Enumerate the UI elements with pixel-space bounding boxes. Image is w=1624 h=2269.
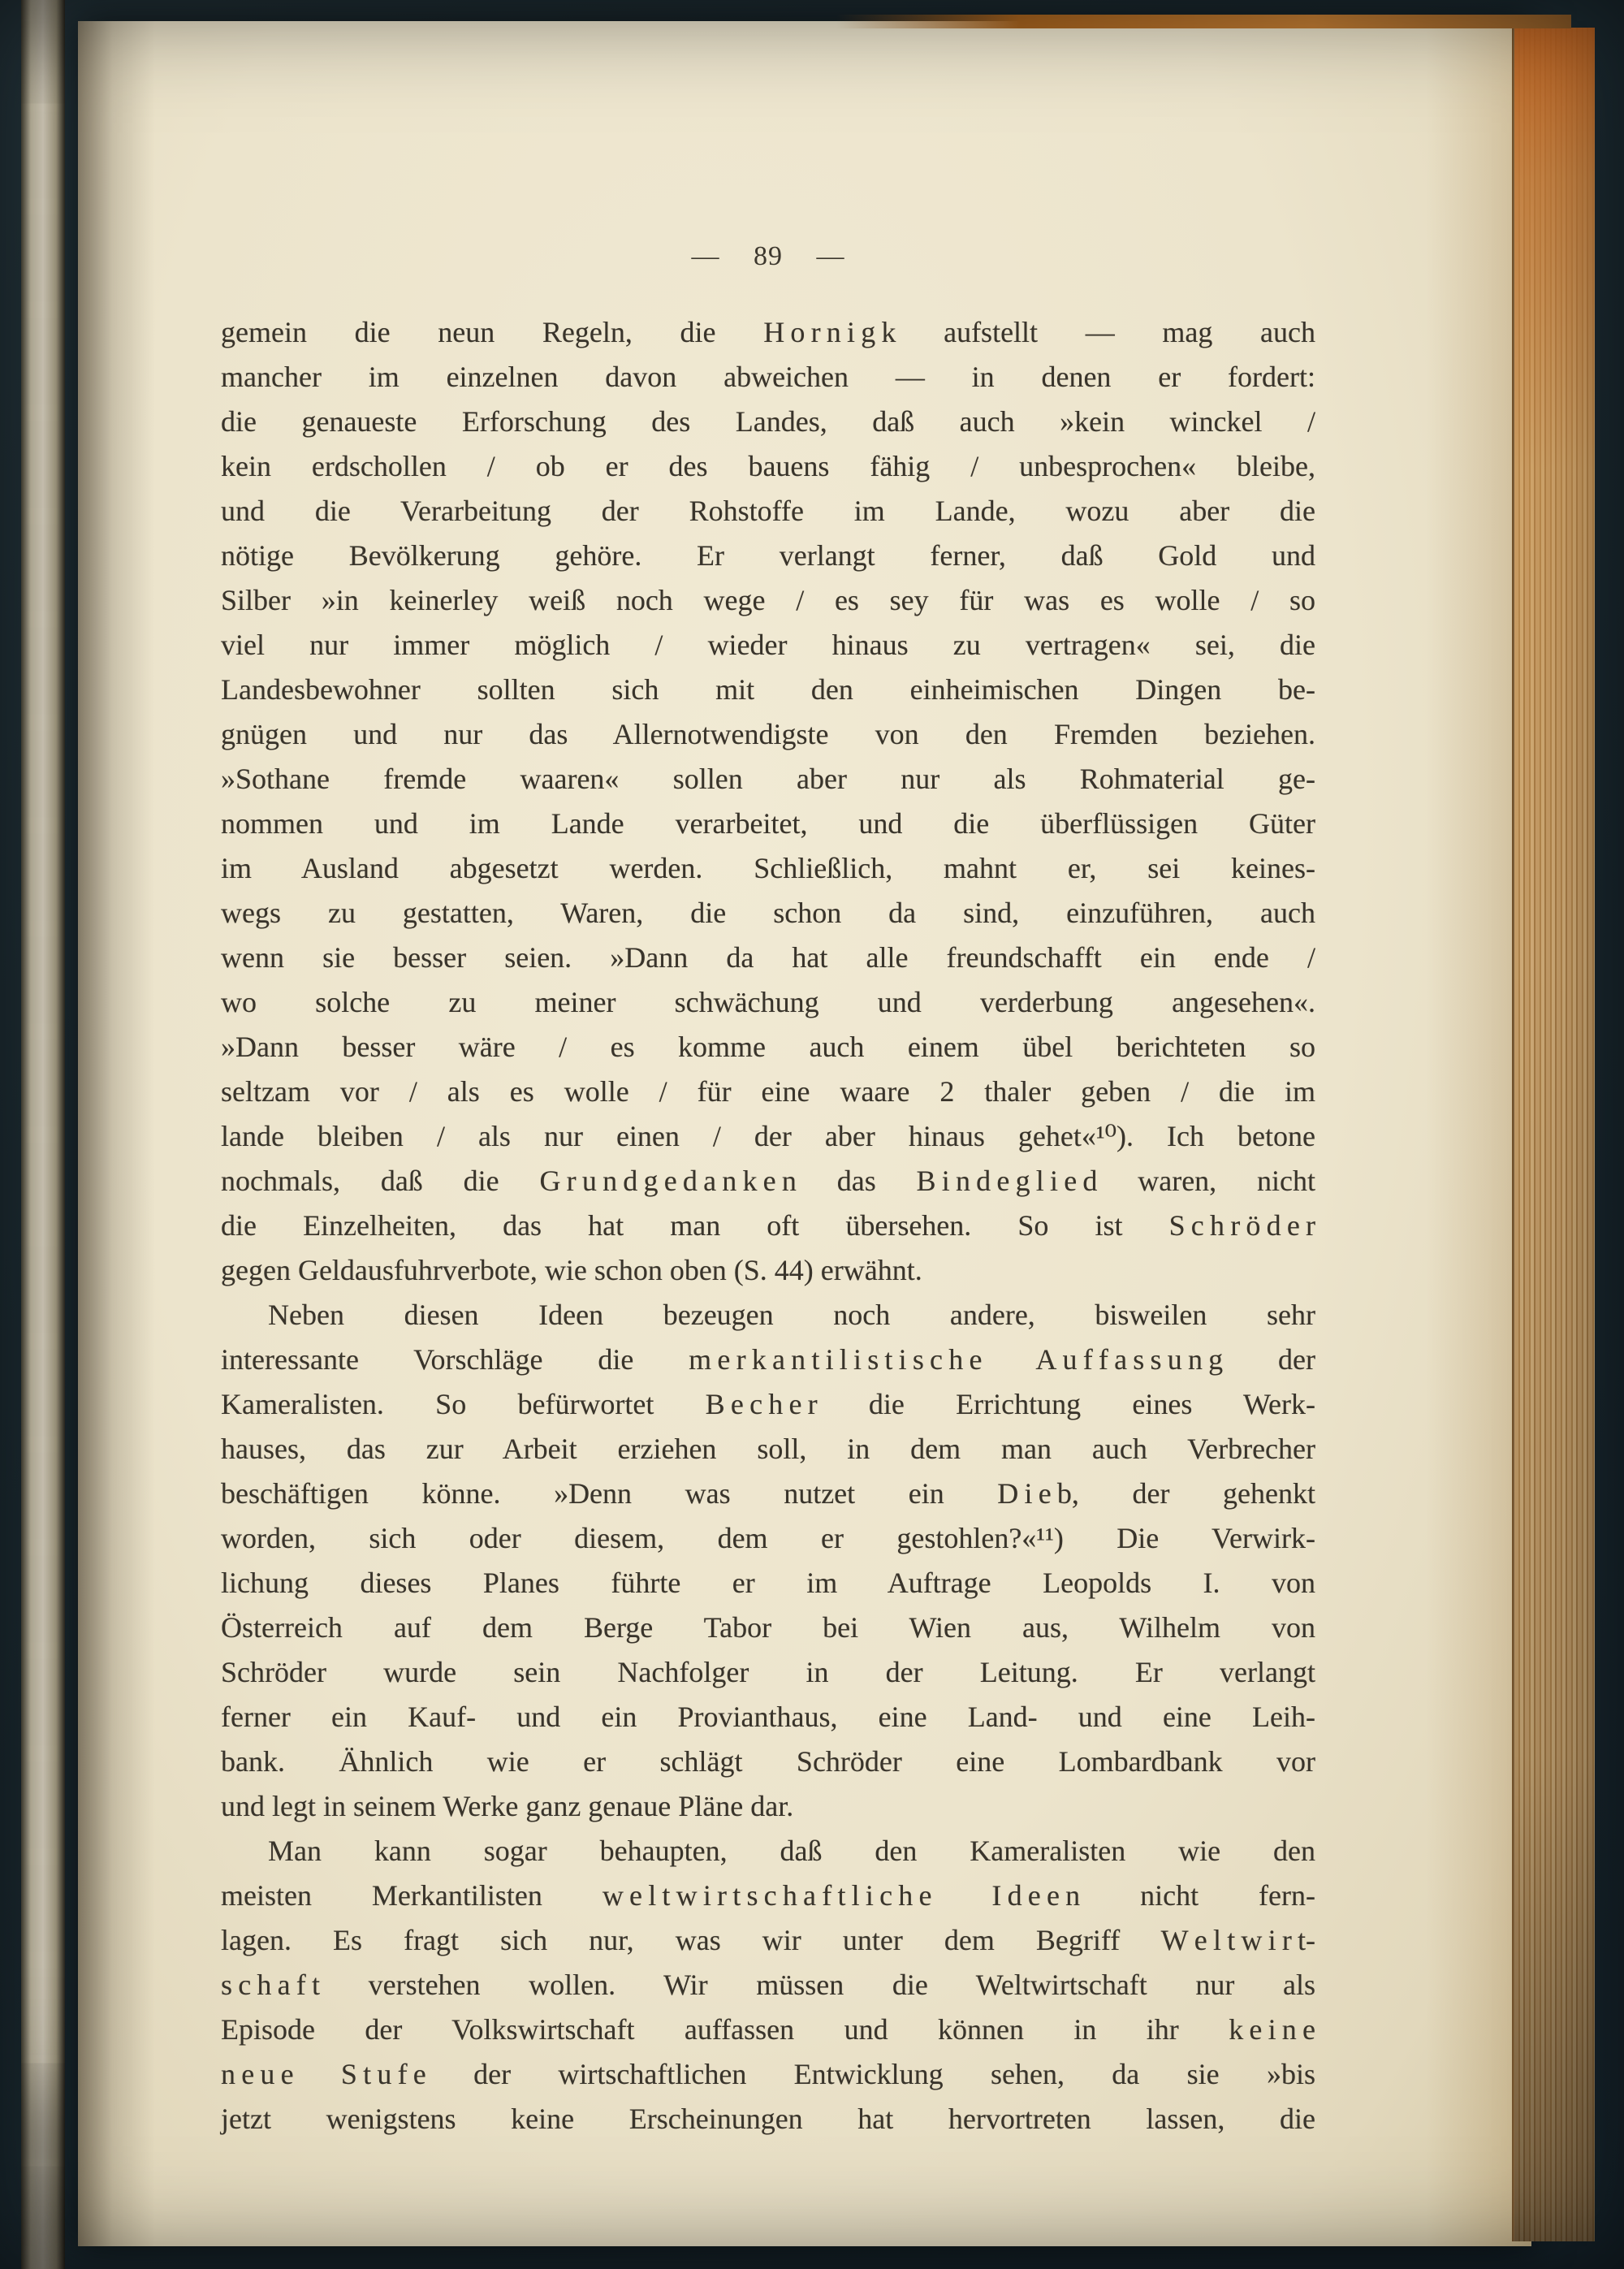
text-line: gnügen und nur das Allernotwendigste von den Fremden beziehen.: [221, 718, 1315, 750]
page-stack-fore-edge: [1512, 28, 1595, 2241]
text-line: im Ausland abgesetzt werden. Schließlich, mahnt er, sei keines-: [221, 852, 1315, 884]
text-line: die Einzelheiten, das hat man oft übersehen. So ist S c h r ö d e r: [221, 1209, 1315, 1242]
text-line: Schröder wurde sein Nachfolger in der Leitung. Er verlangt: [221, 1656, 1315, 1688]
text-line: worden, sich oder diesem, dem er gestohlen?«¹¹) Die Verwirk-: [221, 1522, 1315, 1554]
text-line: ferner ein Kauf- und ein Provianthaus, eine Land- und eine Leih-: [221, 1701, 1315, 1733]
text-line: Man kann sogar behaupten, daß den Kameralisten wie den: [268, 1835, 1315, 1867]
paragraph: [221, 310, 1315, 1293]
text-line: beschäftigen könne. »Denn was nutzet ein D i e b, der gehenkt: [221, 1477, 1315, 1510]
text-line: mancher im einzelnen davon abweichen — in denen er fordert:: [221, 361, 1315, 393]
text-line: lagen. Es fragt sich nur, was wir unter dem Begriff W e l t w i r t-: [221, 1924, 1315, 1956]
text-line: lichung dieses Planes führte er im Auftrage Leopolds I. von: [221, 1567, 1315, 1599]
text-line: und legt in seinem Werke ganz genaue Pläne dar.: [221, 1790, 794, 1822]
text-line: seltzam vor / als es wolle / für eine waare 2 thaler geben / die im: [221, 1075, 1315, 1108]
paragraph: [221, 1829, 1315, 2142]
text-line: gemein die neun Regeln, die H o r n i g k aufstellt — mag auch: [221, 316, 1315, 348]
text-line: Neben diesen Ideen bezeugen noch andere, bisweilen sehr: [268, 1299, 1315, 1331]
text-line: nötige Bevölkerung gehöre. Er verlangt ferner, daß Gold und: [221, 539, 1315, 572]
text-line: jetzt wenigstens keine Erscheinungen hat hervortreten lassen, die: [221, 2103, 1315, 2135]
page-number: — 89 —: [691, 241, 845, 271]
paragraph: [221, 1293, 1315, 1829]
text-line: Österreich auf dem Berge Tabor bei Wien aus, Wilhelm von: [221, 1611, 1315, 1644]
text-block: [221, 310, 1315, 2142]
text-line: n e u e S t u f e der wirtschaftlichen Entwicklung sehen, da sie »bis: [221, 2058, 1315, 2090]
book-left-edge: [21, 0, 65, 2269]
text-line: wo solche zu meiner schwächung und verderbung angesehen«.: [221, 986, 1315, 1018]
text-line: wegs zu gestatten, Waren, die schon da sind, einzuführen, auch: [221, 897, 1315, 929]
text-line: Kameralisten. So befürwortet B e c h e r die Errichtung eines Werk-: [221, 1388, 1315, 1420]
text-line: wenn sie besser seien. »Dann da hat alle freundschafft ein ende /: [221, 941, 1315, 974]
text-line: s c h a f t verstehen wollen. Wir müssen die Weltwirtschaft nur als: [221, 1969, 1315, 2001]
text-line: »Sothane fremde waaren« sollen aber nur als Rohmaterial ge-: [221, 763, 1315, 795]
text-line: die genaueste Erforschung des Landes, daß auch »kein winckel /: [221, 405, 1315, 438]
text-line: Silber »in keinerley weiß noch wege / es sey für was es wolle / so: [221, 584, 1315, 616]
text-line: nommen und im Lande verarbeitet, und die überflüssigen Güter: [221, 807, 1315, 840]
text-line: Landesbewohner sollten sich mit den einheimischen Dingen be-: [221, 673, 1315, 706]
text-line: nochmals, daß die G r u n d g e d a n k e n das B i n d e g l i e d waren, nicht: [221, 1165, 1315, 1197]
text-line: bank. Ähnlich wie er schlägt Schröder eine Lombardbank vor: [221, 1745, 1315, 1778]
page-stack-top-edge: [836, 15, 1571, 28]
text-line: interessante Vorschläge die m e r k a n t i l i s t i s c h e A u f f a s s u n g der: [221, 1343, 1315, 1376]
text-line: lande bleiben / als nur einen / der aber hinaus gehet«¹⁰). Ich betone: [221, 1120, 1315, 1152]
text-line: gegen Geldausfuhrverbote, wie schon oben (S. 44) erwähnt.: [221, 1254, 922, 1286]
text-line: »Dann besser wäre / es komme auch einem übel berichteten so: [221, 1031, 1315, 1063]
text-line: meisten Merkantilisten w e l t w i r t s c h a f t l i c h e I d e e n nicht fern-: [221, 1879, 1315, 1912]
text-line: viel nur immer möglich / wieder hinaus zu vertragen« sei, die: [221, 629, 1315, 661]
text-line: Episode der Volkswirtschaft auffassen und können in ihr k e i n e: [221, 2013, 1315, 2046]
text-line: hauses, das zur Arbeit erziehen soll, in dem man auch Verbrecher: [221, 1433, 1315, 1465]
book-page: [78, 21, 1531, 2246]
text-line: und die Verarbeitung der Rohstoffe im Lande, wozu aber die: [221, 495, 1315, 527]
text-line: kein erdschollen / ob er des bauens fähig / unbesprochen« bleibe,: [221, 450, 1315, 482]
